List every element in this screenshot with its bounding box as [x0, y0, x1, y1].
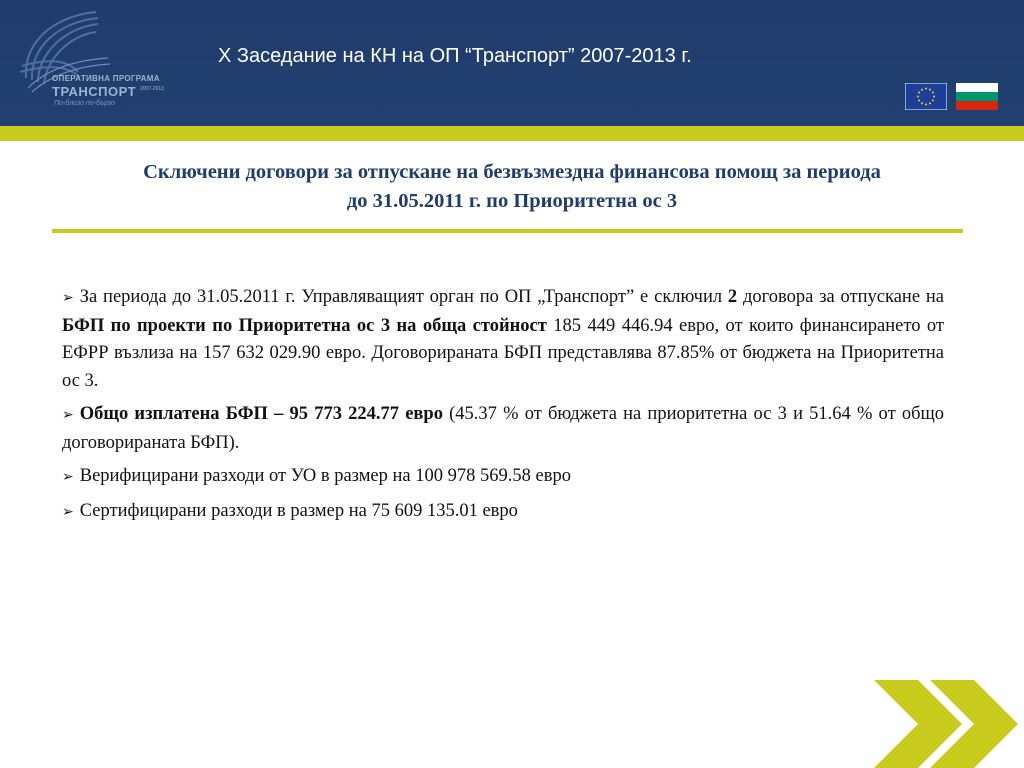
title-underline: [52, 229, 963, 233]
slide-title-line1: Сключени договори за отпускане на безвъзмездна финансова помощ за периода: [143, 161, 881, 183]
bullet-item: ➢ Общо изплатена БФП – 95 773 224.77 евро (45.37 % от бюджета на приоритетна ос 3 и 51.64 % от общо договорираната БФП).: [62, 404, 944, 453]
eu-flag-icon: [905, 83, 947, 110]
slide-body: [62, 284, 944, 532]
header-bar: [0, 0, 1024, 126]
logo-years: 2007-2013: [140, 86, 164, 92]
logo-tagline: По-близо по-бързо: [54, 100, 115, 107]
bullet-item: ➢ Верифицирани разходи от УО в размер на 100 978 569.58 евро: [62, 466, 571, 486]
arrow-right-bullet-icon: ➢: [62, 503, 74, 520]
presentation-title: Х Заседание на КН на ОП “Транспорт” 2007-2013 г.: [218, 45, 692, 67]
bullet-item: ➢ Сертифицирани разходи в размер на 75 609 135.01 евро: [62, 500, 518, 521]
logo-text-line2: ТРАНСПОРТ: [52, 84, 137, 99]
double-chevron-right-icon: [870, 680, 1024, 768]
header-accent-stripe: [0, 126, 1024, 141]
slide-title-line2: до 31.05.2011 г. по Приоритетна ос 3: [346, 190, 678, 212]
arrow-right-bullet-icon: ➢: [62, 407, 74, 423]
slide-title: [30, 158, 994, 216]
bullet-item: ➢ За периода до 31.05.2011 г. Управляващият орган по ОП „Транспорт” е сключил 2 договора за отпускане на БФП по проекти по Приоритетна ос 3 на обща стойност 185 449 446.94 евро, от които финансирането от ЕФРР възлиза на 157 632 029.90 евро. Договорираната БФП представлява 87.85% от бюджета на Приоритетна ос 3.: [62, 287, 945, 391]
arrow-right-bullet-icon: ➢: [62, 290, 74, 306]
arrow-right-bullet-icon: ➢: [62, 469, 74, 485]
logo-text-line1: ОПЕРАТИВНА ПРОГРАМА: [52, 74, 160, 83]
bulgaria-flag-icon: [956, 83, 998, 110]
